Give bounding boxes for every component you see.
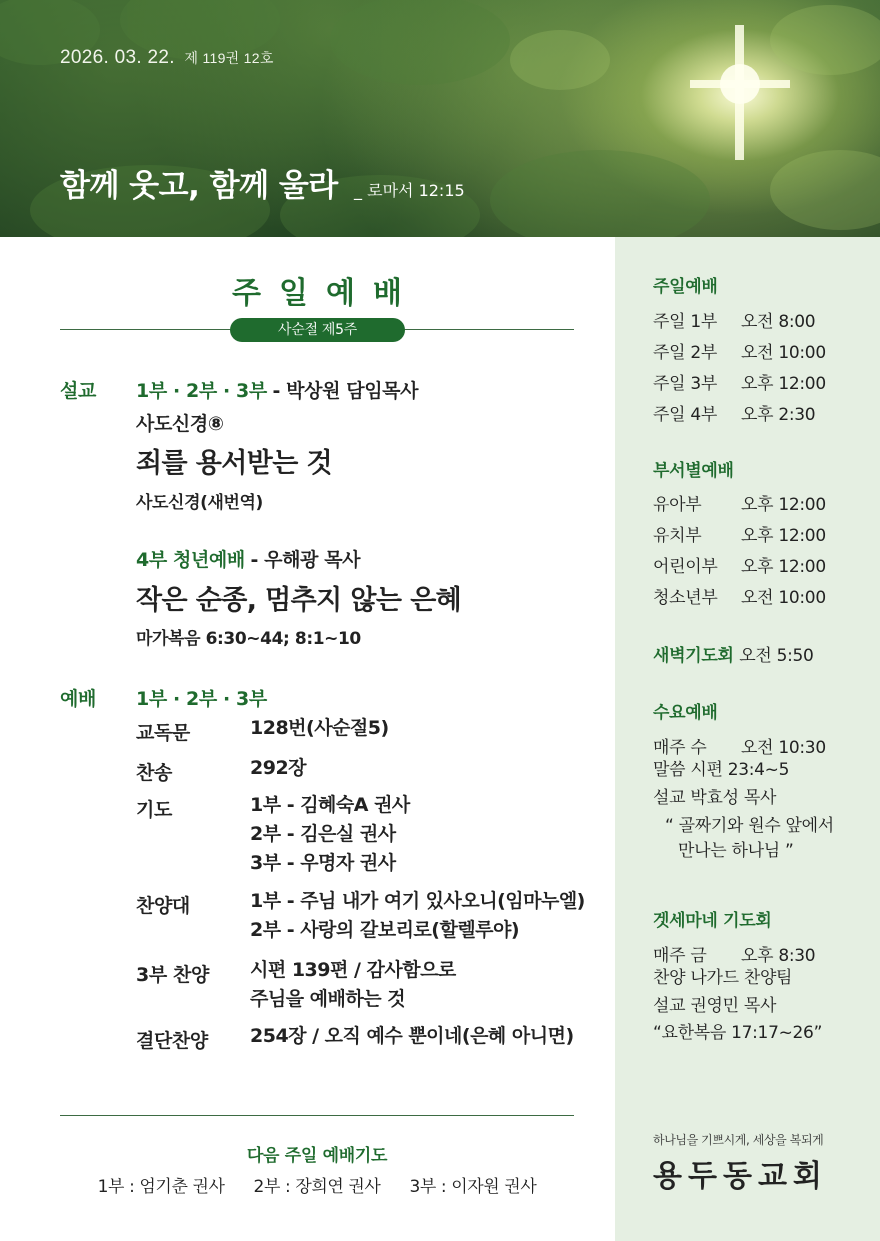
worship-label: 예배 (60, 688, 97, 710)
order-line: 128번(사순절5) (250, 717, 389, 739)
order-label-choir: 찬양대 (136, 895, 190, 917)
row-time: 오후 12:00 (741, 374, 826, 394)
theme-verse (60, 160, 465, 205)
gethsemane-scripture: “요한복음 17:17~26” (653, 1023, 823, 1043)
dept-row (653, 490, 826, 515)
dept-row (653, 521, 826, 546)
row-time: 오후 2:30 (741, 405, 816, 425)
next-week-title: 다음 주일 예배기도 (246, 1146, 388, 1166)
order-value-prayer (250, 791, 410, 878)
order-line: 3부 - 우명자 권사 (250, 852, 396, 874)
header-banner (0, 0, 880, 237)
order-line: 주님을 예배하는 것 (250, 988, 406, 1010)
wednesday-time-row (653, 733, 826, 758)
church-logo: 용두동교회 (653, 1159, 828, 1194)
row-label: 유치부 (653, 526, 702, 546)
sunday-row (653, 400, 816, 425)
wednesday-word: 말씀 시편 23:4~5 (653, 760, 790, 780)
row-time: 오후 12:00 (741, 557, 826, 577)
volume-text: 제 119권 12호 (184, 50, 274, 66)
theme-title: 함께 웃고, 함께 울라 (60, 168, 338, 204)
schedule-sidebar (615, 237, 880, 1241)
row-time: 오후 12:00 (741, 495, 826, 515)
order-value-choir (250, 887, 585, 945)
sunday-heading: 주일예배 (653, 277, 718, 297)
sermon2-services: 4부 청년예배 (136, 549, 245, 571)
dawn-prayer (653, 641, 814, 666)
gethsemane-time-row (653, 941, 816, 966)
dept-row (653, 552, 826, 577)
wednesday-sermon-title-1: “ 골짜기와 원수 앞에서 (665, 816, 834, 836)
row-time: 오후 12:00 (741, 526, 826, 546)
order-label-commitment-hymn: 결단찬양 (136, 1030, 208, 1052)
sermon1-scripture: 사도신경(새번역) (136, 493, 263, 513)
sermon1-preacher: - 박상원 담임목사 (272, 380, 419, 402)
sunday-row (653, 307, 816, 332)
row-label: 청소년부 (653, 588, 718, 608)
sunday-row (653, 338, 826, 363)
order-value-third-praise (250, 956, 456, 1014)
gethsemane-praise: 찬양 나가드 찬양팀 (653, 968, 793, 988)
issue-date (60, 47, 274, 69)
dept-heading: 부서별예배 (653, 461, 734, 481)
order-line: 2부 - 사랑의 갈보리로(할렐루야) (250, 919, 520, 941)
order-line: 254장 / 오직 예수 뿐이네(은혜 아니면) (250, 1025, 574, 1047)
sermon2-scripture: 마가복음 6:30~44; 8:1~10 (136, 629, 361, 649)
sermon1-series: 사도신경⑧ (136, 413, 224, 435)
sermon2-preacher: - 우해광 목사 (250, 549, 361, 571)
row-label: 매주 수 (653, 738, 707, 758)
theme-reference: _ 로마서 12:15 (354, 181, 465, 200)
row-label: 주일 2부 (653, 343, 717, 363)
order-value-commitment-hymn (250, 1022, 574, 1051)
row-label: 어린이부 (653, 557, 718, 577)
order-value-responsive-reading (250, 714, 389, 743)
row-label: 유아부 (653, 495, 702, 515)
gethsemane-heading: 겟세마네 기도회 (653, 911, 772, 931)
row-label: 주일 4부 (653, 405, 717, 425)
page-title: 주일예배 (232, 276, 420, 311)
church-slogan: 하나님을 기쁘시게, 세상을 복되게 (653, 1133, 824, 1147)
wednesday-sermon-title-2: 만나는 하나님 ” (678, 841, 794, 861)
next-week-item: 2부 : 장희연 권사 (253, 1177, 381, 1197)
gethsemane-preacher: 설교 권영민 목사 (653, 996, 777, 1016)
sermon1-header (136, 376, 418, 403)
dept-row (653, 583, 826, 608)
row-time: 오전 10:00 (741, 343, 826, 363)
row-label: 주일 3부 (653, 374, 717, 394)
sermon1-title: 죄를 용서받는 것 (136, 448, 332, 479)
bottom-divider (60, 1115, 574, 1116)
worship-services: 1부 · 2부 · 3부 (136, 688, 267, 710)
row-time: 오전 10:00 (741, 588, 826, 608)
order-value-hymn (250, 754, 306, 783)
order-line: 1부 - 김혜숙A 권사 (250, 794, 410, 816)
date-text: 2026. 03. 22. (60, 47, 175, 68)
season-badge: 사순절 제5주 (230, 318, 405, 342)
row-label: 매주 금 (653, 946, 707, 966)
wednesday-heading: 수요예배 (653, 703, 718, 723)
sermon2-header (136, 545, 360, 572)
dawn-heading: 새벽기도회 (653, 646, 734, 666)
next-week-item: 3부 : 이자원 권사 (409, 1177, 537, 1197)
sermon1-services: 1부 · 2부 · 3부 (136, 380, 267, 402)
order-line: 2부 - 김은실 권사 (250, 823, 396, 845)
sunday-row (653, 369, 826, 394)
order-label-hymn: 찬송 (136, 762, 172, 784)
order-line: 292장 (250, 757, 307, 779)
order-label-third-praise: 3부 찬양 (136, 964, 209, 986)
order-line: 1부 - 주님 내가 여기 있사오니(임마누엘) (250, 890, 585, 912)
row-time: 오후 8:30 (741, 946, 816, 966)
order-label-responsive-reading: 교독문 (136, 722, 190, 744)
order-label-prayer: 기도 (136, 799, 172, 821)
next-week-prayers (60, 1172, 574, 1197)
row-time: 오전 10:30 (741, 738, 826, 758)
row-time: 오전 8:00 (741, 312, 816, 332)
sermon-label: 설교 (60, 380, 97, 402)
next-week-item: 1부 : 엄기춘 권사 (97, 1177, 225, 1197)
order-line: 시편 139편 / 감사함으로 (250, 959, 456, 981)
row-label: 주일 1부 (653, 312, 717, 332)
sermon2-title: 작은 순종, 멈추지 않는 은혜 (136, 585, 462, 616)
dawn-time: 오전 5:50 (739, 646, 814, 666)
wednesday-preacher: 설교 박효성 목사 (653, 788, 777, 808)
